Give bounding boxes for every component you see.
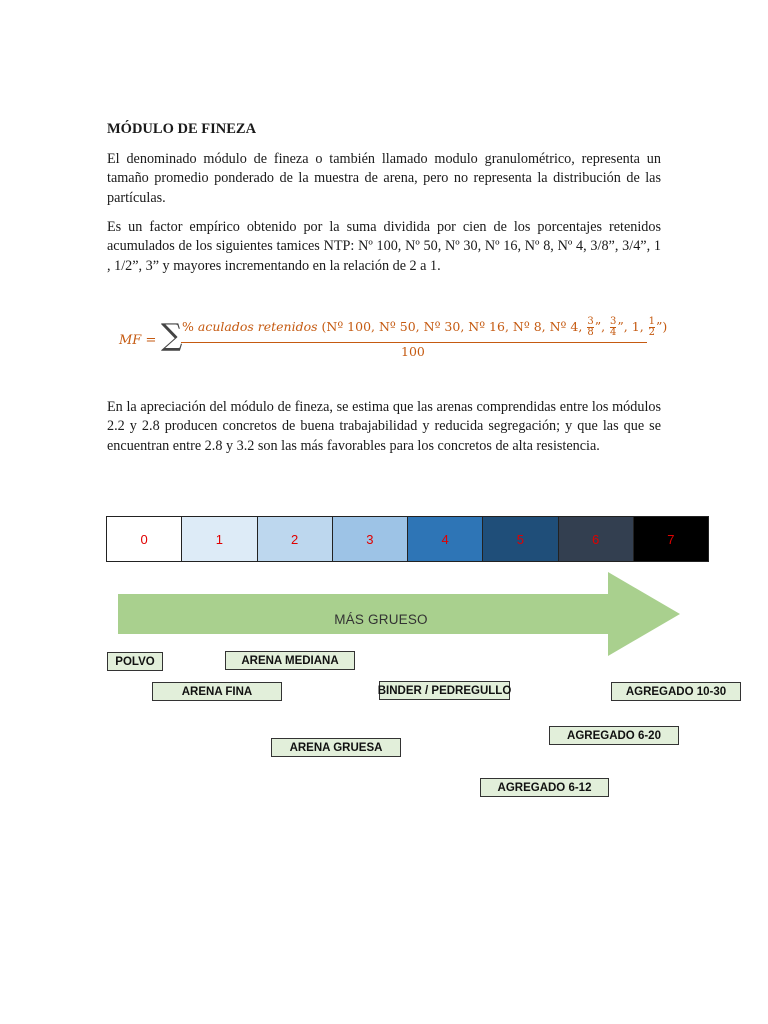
arrow-label: MÁS GRUESO [334,612,428,627]
scale-cell-0: 0 [107,517,182,561]
fraction-bar [181,342,647,343]
percent-symbol: % [182,319,194,334]
fraction-3-8: $\frac{3}{8}$ [587,316,594,338]
paragraph-appreciation: En la apreciación del módulo de fineza, se estima que las arenas comprendidas entre los módulos 2.2 y 2.8 producen concretos de buena trabajabilidad y reducida segregación; y que las que se encuentran entre 2.8 y 3.2 son las más favorables para los concretos de alta resistencia. [107,399,661,454]
tag-binder-pedregullo: BINDER / PEDREGULLO [379,681,510,700]
paragraph-definition: El denominado módulo de fineza o también llamado modulo granulométrico, representa un tamaño promedio ponderado de la muestra de arena, pero no representa la distribución de las partículas. [107,151,661,206]
formula-numerator: % aculados retenidos (Nº 100, Nº 50, Nº 30, Nº 16, Nº 8, Nº 4, $\frac{3}{8}$ ”, $\frac{3}{4}$ ”, 1, $\frac{1}{2}$ ”) [182,316,668,338]
scale-cell-7: 7 [634,517,708,561]
tag-arena-fina: ARENA FINA [152,682,282,701]
tag-agregado-6-12: AGREGADO 6-12 [480,778,609,797]
formula-lhs: MF = [119,333,157,348]
fraction-1-2: $\frac{1}{2}$ [648,316,656,338]
tag-arena-mediana: ARENA MEDIANA [225,651,355,670]
section-heading: MÓDULO DE FINEZA [107,121,257,137]
tag-arena-gruesa: ARENA GRUESA [271,738,401,757]
sieve-list: (Nº 100, Nº 50, Nº 30, Nº 16, Nº 8, Nº 4, [321,319,583,334]
tag-agregado-6-20: AGREGADO 6-20 [549,726,679,745]
tag-polvo: POLVO [107,652,163,671]
scale-cell-5: 5 [483,517,558,561]
numerator-text: aculados retenidos [197,319,318,334]
summation-symbol: ∑ [161,318,183,353]
formula-denominator: 100 [401,344,425,359]
fineness-modulus-formula [107,311,667,363]
scale-cell-6: 6 [559,517,634,561]
tag-agregado-10-30: AGREGADO 10-30 [611,682,741,701]
scale-cell-3: 3 [333,517,408,561]
scale-cell-2: 2 [258,517,333,561]
fraction-3-4: $\frac{3}{4}$ [610,316,617,338]
fineness-scale [106,516,709,562]
scale-cell-1: 1 [182,517,257,561]
scale-cell-4: 4 [408,517,483,561]
paragraph-sieves: Es un factor empírico obtenido por la suma dividida por cien de los porcentajes retenidos acumulados de los siguientes tamices NTP: Nº 100, Nº 50, Nº 30, Nº 16, Nº 8, Nº 4, 3/8”, 3/4”, 1 , 1/2”, 3” y mayores incrementando en la relación de 2 a 1. [107,219,661,274]
